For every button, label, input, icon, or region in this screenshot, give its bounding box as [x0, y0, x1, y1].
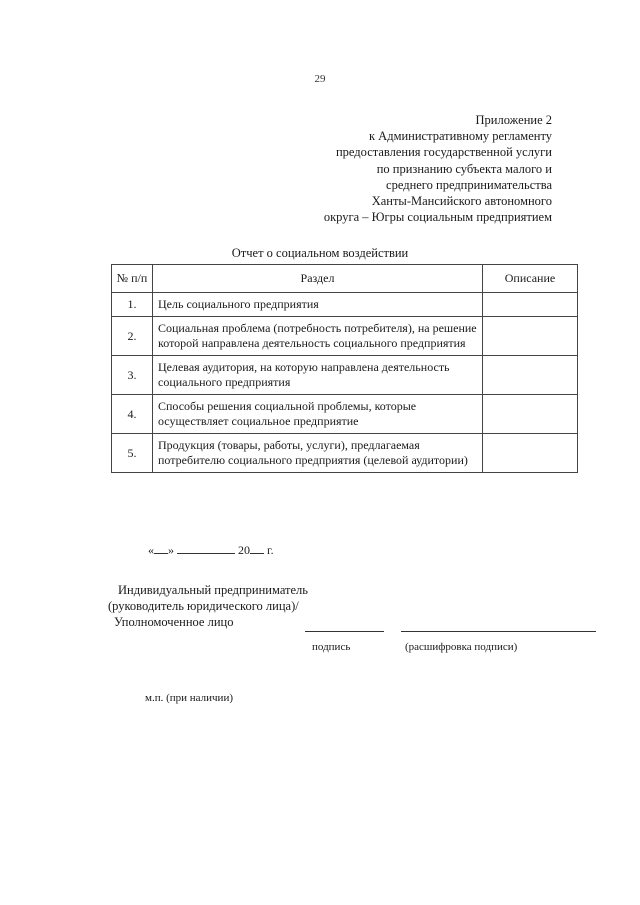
date-close-quote: »: [168, 543, 174, 557]
signer-line: Уполномоченное лицо: [114, 615, 234, 629]
appendix-line: округа – Югры социальным предприятием: [323, 210, 552, 225]
column-header-number: № п/п: [112, 265, 153, 293]
row-section: Цель социального предприятия: [153, 293, 483, 317]
year-suffix: г.: [267, 543, 274, 557]
report-table: [111, 264, 578, 473]
appendix-line: к Административному регламенту: [368, 129, 552, 144]
table-row: [112, 317, 578, 356]
report-title: Отчет о социальном воздействии: [231, 246, 409, 260]
stamp-note: м.п. (при наличии): [145, 692, 233, 704]
date-open-quote: «: [148, 543, 154, 557]
signature-caption: подпись: [312, 641, 351, 653]
page-number: 29: [314, 73, 326, 85]
table-header-row: [112, 265, 578, 293]
row-number: 4.: [112, 395, 153, 434]
month-blank[interactable]: [177, 542, 235, 554]
year-prefix: 20: [238, 543, 250, 557]
signer-line: Индивидуальный предприниматель: [118, 583, 308, 597]
row-number: 1.: [112, 293, 153, 317]
table-row: [112, 434, 578, 473]
day-blank[interactable]: [154, 542, 168, 554]
signer-line: (руководитель юридического лица)/: [108, 599, 299, 613]
table-row: [112, 293, 578, 317]
row-number: 2.: [112, 317, 153, 356]
appendix-line: Ханты-Мансийского автономного: [371, 194, 552, 209]
column-header-description: Описание: [483, 265, 578, 293]
row-description-cell[interactable]: [483, 293, 578, 317]
row-section: Целевая аудитория, на которую направлена деятельность социального предприятия: [153, 356, 483, 395]
row-description-cell[interactable]: [483, 395, 578, 434]
row-description-cell[interactable]: [483, 434, 578, 473]
year-blank[interactable]: [250, 542, 264, 554]
row-description-cell[interactable]: [483, 317, 578, 356]
row-section: Способы решения социальной проблемы, которые осуществляет социальное предприятие: [153, 395, 483, 434]
row-description-cell[interactable]: [483, 356, 578, 395]
row-section: Продукция (товары, работы, услуги), предлагаемая потребителю социального предприятия (целевой аудитории): [153, 434, 483, 473]
appendix-line: Приложение 2: [475, 113, 552, 127]
appendix-header: [232, 112, 552, 225]
table-row: [112, 395, 578, 434]
row-section: Социальная проблема (потребность потребителя), на решение которой направлена деятельность социального предприятия: [153, 317, 483, 356]
appendix-line: среднего предпринимательства: [386, 177, 552, 192]
signature-transcript-line[interactable]: [401, 631, 596, 632]
row-number: 3.: [112, 356, 153, 395]
date-line: [148, 542, 274, 558]
signature-line[interactable]: [305, 631, 384, 632]
appendix-line: предоставления государственной услуги: [335, 145, 552, 160]
signer-block: [108, 582, 348, 630]
row-number: 5.: [112, 434, 153, 473]
table-row: [112, 356, 578, 395]
column-header-section: Раздел: [153, 265, 483, 293]
appendix-line: по признанию субъекта малого и: [376, 161, 552, 176]
transcript-caption: (расшифровка подписи): [405, 641, 518, 653]
